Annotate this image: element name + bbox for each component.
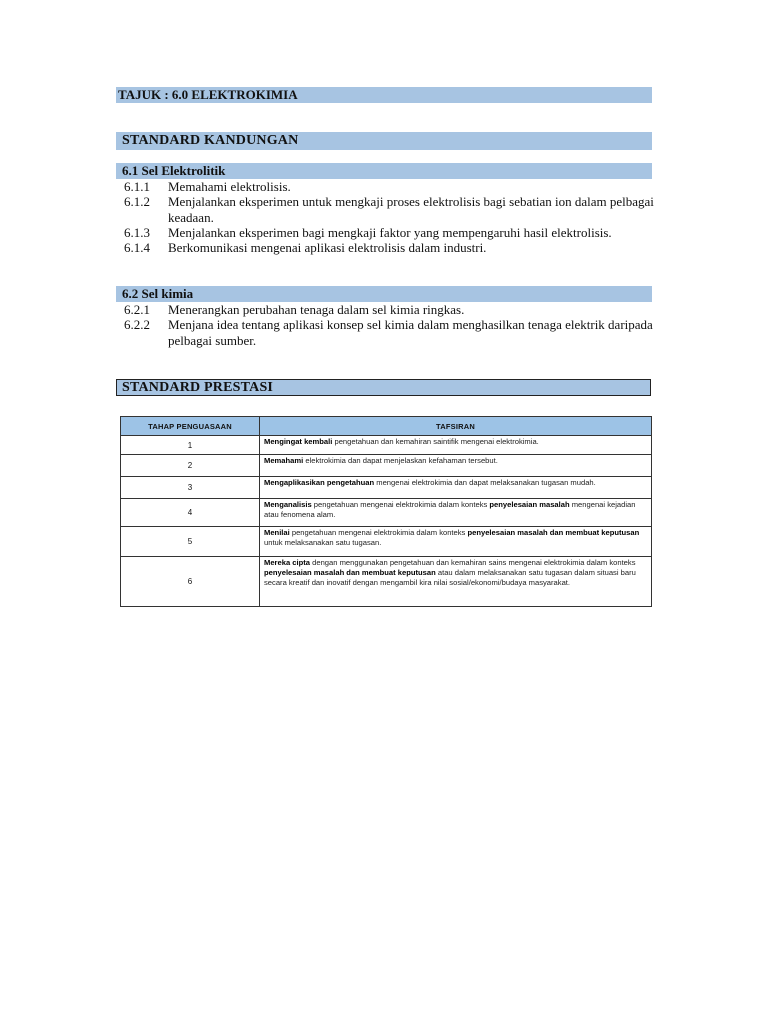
section-6-2-list — [124, 302, 654, 348]
item-text: Menjalankan eksperimen untuk mengkaji proses elektrolisis bagi sebatian ion dalam pelbagai keadaan. — [168, 194, 654, 225]
column-header-tahap: TAHAP PENGUASAAN — [121, 417, 260, 436]
section-title-6-2: 6.2 Sel kimia — [116, 286, 652, 302]
item-number: 6.1.3 — [124, 224, 150, 240]
bold-text: Mengingat kembali — [264, 437, 333, 446]
list-item — [124, 225, 654, 240]
item-text: Menjalankan eksperimen bagi mengkaji faktor yang mempengaruhi hasil elektrolisis. — [168, 224, 612, 240]
text: atau dalam melaksanakan satu tugasan dalam situasi baru secara kreatif dan inovatif dengan mengambil kira nilai sosial/ekonomi/budaya masyarakat. — [264, 568, 636, 588]
bold-text: Mengaplikasikan pengetahuan — [264, 478, 375, 487]
description-cell — [260, 477, 652, 499]
item-number: 6.1.2 — [124, 194, 150, 210]
level-cell: 2 — [121, 455, 260, 477]
bold-text: penyelesaian masalah dan membuat keputusan — [264, 568, 436, 578]
level-cell: 5 — [121, 527, 260, 557]
standard-kandungan-heading: STANDARD KANDUNGAN — [116, 132, 652, 150]
table-row — [121, 499, 652, 527]
item-text: Menerangkan perubahan tenaga dalam sel kimia ringkas. — [168, 302, 465, 317]
list-item — [124, 179, 654, 194]
text: pengetahuan mengenai elektrokimia dalam konteks — [289, 528, 468, 537]
description-cell — [260, 436, 652, 455]
bold-text: penyelesaian masalah dan membuat keputusan — [467, 528, 640, 537]
standard-prestasi-heading: STANDARD PRESTASI — [116, 379, 651, 396]
description-cell — [260, 499, 652, 527]
description-cell — [260, 455, 652, 477]
column-header-tafsiran: TAFSIRAN — [260, 417, 652, 436]
item-text: Berkomunikasi mengenai aplikasi elektrolisis dalam industri. — [168, 240, 487, 256]
item-number: 6.1.1 — [124, 179, 150, 194]
item-number: 6.1.4 — [124, 240, 150, 256]
bold-text: Mereka cipta — [264, 558, 311, 567]
text: pengetahuan dan kemahiran saintifik mengenai elektrokimia. — [332, 437, 539, 446]
section-title-6-1: 6.1 Sel Elektrolitik — [116, 163, 652, 179]
text: mengenai kejadian atau fenomena alam. — [264, 500, 636, 520]
table-row — [121, 477, 652, 499]
table-body — [121, 436, 652, 607]
text: mengenai elektrokimia dan dapat melaksanakan tugasan mudah. — [374, 478, 596, 487]
table-row — [121, 436, 652, 455]
text: elektrokimia dan dapat menjelaskan kefahaman tersebut. — [303, 456, 498, 465]
table-row — [121, 527, 652, 557]
item-text: Memahami elektrolisis. — [168, 179, 291, 194]
text: untuk melaksanakan satu tugasan. — [264, 538, 382, 548]
list-item — [124, 317, 654, 348]
bold-text: Menilai — [264, 528, 290, 537]
list-item — [124, 194, 654, 225]
description-cell — [260, 527, 652, 557]
text: dengan menggunakan pengetahuan dan kemahiran sains mengenai elektrokimia dalam konteks — [310, 558, 636, 567]
level-cell: 3 — [121, 477, 260, 499]
bold-text: Menganalisis — [264, 500, 312, 509]
text: pengetahuan mengenai elektrokimia dalam konteks — [311, 500, 490, 509]
item-number: 6.2.2 — [124, 317, 150, 333]
level-cell: 4 — [121, 499, 260, 527]
item-text: Menjana idea tentang aplikasi konsep sel kimia dalam menghasilkan tenaga elektrik daripada pelbagai sumber. — [168, 317, 653, 348]
table-row — [121, 557, 652, 607]
table-row — [121, 455, 652, 477]
topic-title: TAJUK : 6.0 ELEKTROKIMIA — [116, 87, 652, 103]
list-item — [124, 302, 654, 317]
bold-text: penyelesaian masalah — [489, 500, 570, 509]
level-cell: 6 — [121, 557, 260, 607]
table-header-row — [121, 417, 652, 436]
description-cell — [260, 557, 652, 607]
bold-text: Memahami — [264, 456, 304, 465]
performance-standard-table — [120, 416, 652, 607]
section-6-1-list — [124, 179, 654, 255]
level-cell: 1 — [121, 436, 260, 455]
list-item — [124, 240, 654, 255]
item-number: 6.2.1 — [124, 302, 150, 317]
